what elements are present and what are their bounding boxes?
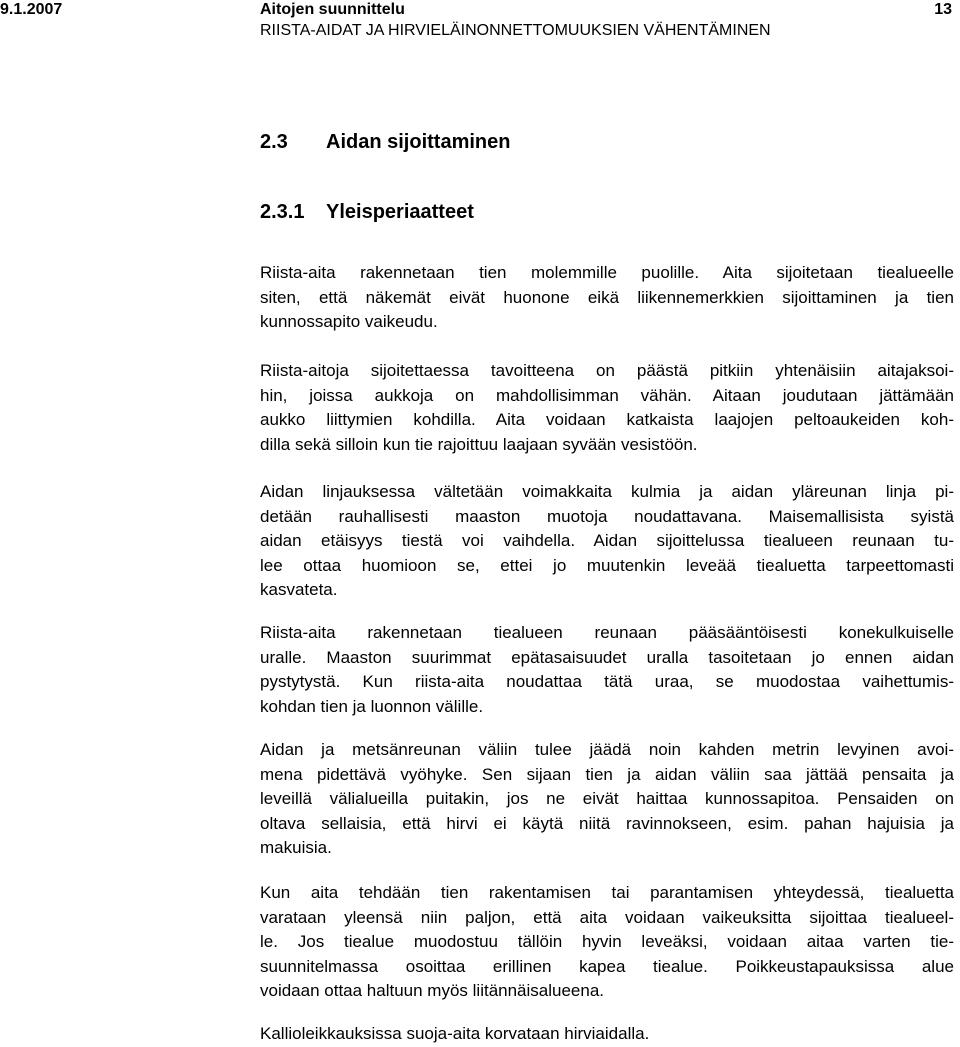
paragraph-line: Aidan ja metsänreunan väliin tulee jäädä noin kahden metrin levyinen avoi-: [260, 740, 954, 759]
paragraph-line: kunnossapito vaikeudu.: [260, 312, 438, 331]
paragraph-line: Riista-aita rakennetaan tiealueen reunaan pääsääntöisesti konekulkuiselle: [260, 623, 954, 642]
paragraph-line: Kun aita tehdään tien rakentamisen tai parantamisen yhteydessä, tiealuetta: [260, 883, 954, 902]
header-subtitle: RIISTA-AIDAT JA HIRVIELÄINONNETTOMUUKSIEN VÄHENTÄMINEN: [260, 22, 771, 39]
header-title: Aitojen suunnittelu: [260, 1, 405, 18]
paragraph-line: kasvateta.: [260, 580, 338, 599]
paragraph-line: hin, joissa aukkoja on mahdollisimman vähän. Aitaan joudutaan jättämään: [260, 385, 954, 405]
subsection-title: Yleisperiaatteet: [326, 201, 474, 223]
paragraph-line: le. Jos tiealue muodostuu tällöin hyvin leveäksi, voidaan aitaa varten tie-: [260, 932, 954, 951]
paragraph-3: [260, 480, 954, 603]
paragraph-line: suunnitelmassa osoittaa erillinen kapea tiealue. Poikkeustapauksissa alue: [260, 956, 954, 976]
paragraph-line: oltava sellaisia, että hirvi ei käytä niitä ravinnokseen, esim. pahan hajuisia ja: [260, 813, 954, 833]
paragraph-6: [260, 881, 954, 1004]
paragraph-line: kohdan tien ja luonnon välille.: [260, 696, 484, 716]
paragraph-line: aidan etäisyys tiestä voi vaihdella. Aidan sijoittelussa tiealueen reunaan tu-: [260, 531, 954, 550]
paragraph-line: dilla sekä silloin kun tie rajoittuu laajaan syvään vesistöön.: [260, 434, 698, 454]
paragraph-line: siten, että näkemät eivät huonone eikä liikennemerkkien sijoittaminen ja tien: [260, 287, 954, 307]
section-heading: [260, 130, 510, 154]
section-title: Aidan sijoittaminen: [326, 131, 511, 153]
paragraph-2: [260, 359, 954, 457]
section-number: 2.3: [260, 131, 288, 153]
paragraph-line: mena pidettävä vyöhyke. Sen sijaan tien ja aidan väliin saa jättää pensaita ja: [260, 764, 954, 784]
paragraph-line: aukko liittymien kohdilla. Aita voidaan katkaista laajojen peltoaukeiden koh-: [260, 410, 954, 429]
page-number: 13: [934, 1, 952, 18]
subsection-heading: [260, 200, 474, 224]
paragraph-line: varataan yleensä niin paljon, että aita voidaan vaikeuksitta sijoittaa tiealueel-: [260, 907, 954, 927]
paragraph-4: [260, 621, 954, 719]
paragraph-line: detään rauhallisesti maaston muotoja noudattavana. Maisemallisista syistä: [260, 506, 954, 526]
paragraph-line: Aidan linjauksessa vältetään voimakkaita kulmia ja aidan yläreunan linja pi-: [260, 482, 954, 501]
paragraph-line: uralle. Maaston suurimmat epätasaisuudet uralla tasoitetaan jo ennen aidan: [260, 647, 954, 667]
paragraph-line: Kallioleikkauksissa suoja-aita korvataan hirviaidalla.: [260, 1024, 650, 1043]
paragraph-line: Riista-aita rakennetaan tien molemmille puolille. Aita sijoitetaan tiealueelle: [260, 263, 954, 282]
paragraph-line: voidaan ottaa haltuun myös liitännäisalueena.: [260, 981, 605, 1000]
paragraph-5: [260, 738, 954, 861]
subsection-number: 2.3.1: [260, 201, 305, 223]
header-date: 9.1.2007: [0, 1, 63, 18]
paragraph-line: leveillä välialueilla puitakin, jos ne eivät haittaa kunnossapitoa. Pensaiden on: [260, 789, 954, 808]
paragraph-7: [260, 1022, 954, 1047]
paragraph-line: makuisia.: [260, 838, 332, 857]
paragraph-line: lee ottaa huomioon se, ettei jo muutenkin leveää tiealuetta tarpeettomasti: [260, 555, 954, 575]
paragraph-1: [260, 261, 954, 335]
paragraph-line: pystytystä. Kun riista-aita noudattaa tätä uraa, se muodostaa vaihettumis-: [260, 672, 954, 691]
paragraph-line: Riista-aitoja sijoitettaessa tavoitteena on päästä pitkiin yhtenäisiin aitajaksoi-: [260, 361, 954, 380]
